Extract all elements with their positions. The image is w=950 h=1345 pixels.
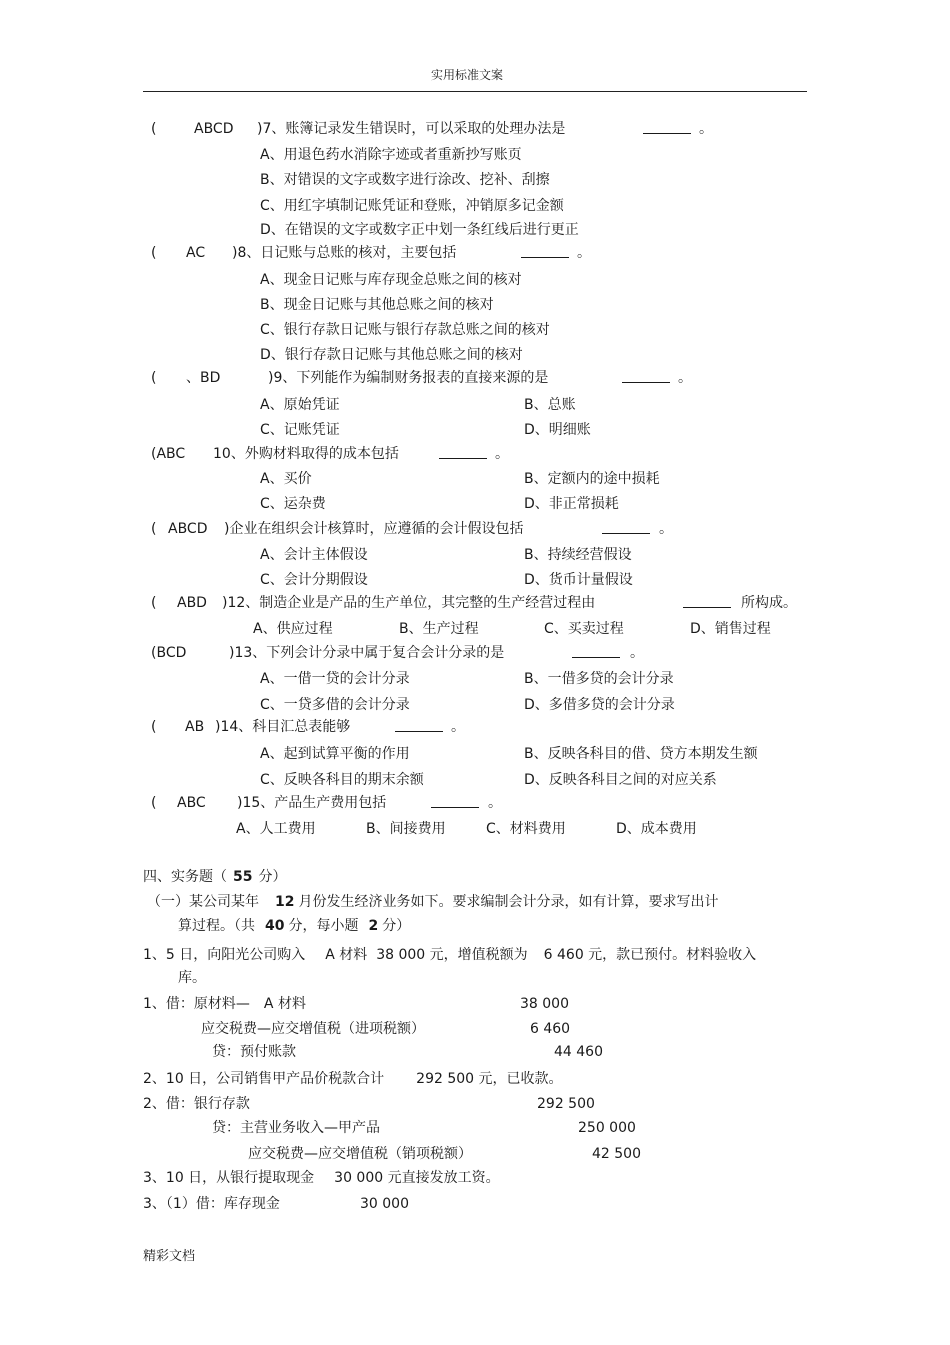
q11-blank bbox=[602, 520, 650, 539]
q14-option-d: D、反映各科目之间的对应关系 bbox=[524, 772, 717, 788]
q15-option-d: D、成本费用 bbox=[616, 821, 697, 837]
q10-stem: 10、外购材料取得的成本包括 bbox=[213, 446, 399, 462]
q7-blank bbox=[643, 120, 691, 139]
q11-option-c: C、会计分期假设 bbox=[260, 572, 368, 588]
q10-option-c: C、运杂费 bbox=[260, 496, 326, 512]
intro-a: （一）某公司某年 bbox=[147, 894, 259, 910]
header-rule bbox=[143, 91, 807, 92]
q15-option-a: A、人工费用 bbox=[236, 821, 316, 837]
q13-option-d: D、多借多贷的会计分录 bbox=[524, 697, 675, 713]
q8-option-a: A、现金日记账与库存现金总账之间的核对 bbox=[260, 272, 522, 288]
intro2-a: 算过程。（共 bbox=[178, 918, 255, 934]
q15-blank bbox=[431, 794, 479, 813]
intro2-total: 40 bbox=[265, 918, 285, 934]
item1-desc-b: A 材料 38 000 元，增值税额为 bbox=[325, 947, 528, 963]
q8-blank bbox=[521, 244, 569, 263]
section4-heading-pre: 四、实务题（ bbox=[143, 869, 227, 885]
q7-answer: ABCD bbox=[194, 121, 234, 137]
q9-answer: 、BD bbox=[186, 370, 221, 386]
q8-option-b: B、现金日记账与其他总账之间的核对 bbox=[260, 297, 494, 313]
q10-option-a: A、买价 bbox=[260, 471, 312, 487]
q14-answer: AB bbox=[185, 719, 205, 735]
q11-option-b: B、持续经营假设 bbox=[524, 547, 632, 563]
item3-desc-b: 30 000 元直接发放工资。 bbox=[334, 1170, 500, 1186]
entry2-line1: 2、借：银行存款 bbox=[143, 1096, 250, 1112]
q9-blank bbox=[622, 369, 670, 388]
q8-answer: AC bbox=[186, 245, 206, 261]
entry3-amount1: 30 000 bbox=[360, 1196, 409, 1212]
entry3-line1: 3、（1）借：库存现金 bbox=[143, 1196, 280, 1212]
q11-answer: ABCD bbox=[168, 521, 208, 537]
q7-option-d: D、在错误的文字或数字正中划一条红线后进行更正 bbox=[260, 222, 579, 238]
item3-desc-a: 3、10 日，从银行提取现金 bbox=[143, 1170, 315, 1186]
q7-option-b: B、对错误的文字或数字进行涂改、挖补、刮擦 bbox=[260, 172, 550, 188]
item3-desc bbox=[143, 1169, 500, 1187]
section4-intro-line2 bbox=[178, 917, 410, 935]
q9-option-d: D、明细账 bbox=[524, 422, 591, 438]
q8-end: 。 bbox=[577, 245, 591, 261]
q14-blank bbox=[395, 718, 443, 737]
q14-stem: )14、科目汇总表能够 bbox=[215, 719, 351, 735]
item2-desc bbox=[143, 1070, 563, 1088]
q15-option-c: C、材料费用 bbox=[486, 821, 566, 837]
q8-option-d: D、银行存款日记账与其他总账之间的核对 bbox=[260, 347, 523, 363]
q13-option-c: C、一贷多借的会计分录 bbox=[260, 697, 410, 713]
entry1-debit: 1、借：原材料— bbox=[143, 996, 250, 1012]
q10-blank bbox=[439, 445, 487, 464]
q11-open: ( bbox=[151, 521, 157, 537]
q11-option-a: A、会计主体假设 bbox=[260, 547, 368, 563]
q15-open: ( bbox=[151, 795, 157, 811]
intro2-c: 分） bbox=[382, 918, 411, 934]
q13-blank bbox=[572, 644, 620, 663]
q13-option-b: B、一借多贷的会计分录 bbox=[524, 671, 674, 687]
entry1-line2: 应交税费—应交增值税（进项税额） bbox=[201, 1021, 425, 1037]
q12-option-a: A、供应过程 bbox=[253, 621, 333, 637]
q14-open: ( bbox=[151, 719, 157, 735]
page-footer-text: 精彩文档 bbox=[143, 1249, 196, 1264]
item2-desc-b: 292 500 元，已收款。 bbox=[416, 1071, 563, 1087]
q15-stem: )15、产品生产费用包括 bbox=[237, 795, 387, 811]
section4-heading-score: 55 bbox=[233, 869, 253, 885]
item1-desc bbox=[143, 946, 756, 964]
q13-open: (BCD bbox=[151, 645, 187, 661]
q15-end: 。 bbox=[488, 795, 502, 811]
q7-open: ( bbox=[151, 121, 157, 137]
entry2-amount2: 250 000 bbox=[578, 1120, 636, 1136]
q12-option-b: B、生产过程 bbox=[399, 621, 479, 637]
section4-intro-line1 bbox=[147, 893, 718, 911]
q9-option-b: B、总账 bbox=[524, 397, 576, 413]
entry2-amount3: 42 500 bbox=[592, 1146, 641, 1162]
q14-end: 。 bbox=[451, 719, 465, 735]
q11-option-d: D、货币计量假设 bbox=[524, 572, 633, 588]
q12-answer: ABD bbox=[177, 595, 207, 611]
item1-desc-a: 1、5 日，向阳光公司购入 bbox=[143, 947, 306, 963]
q10-option-d: D、非正常损耗 bbox=[524, 496, 619, 512]
entry1-debit-sub: A 材料 bbox=[263, 996, 306, 1012]
q13-option-a: A、一借一贷的会计分录 bbox=[260, 671, 410, 687]
q12-option-d: D、销售过程 bbox=[690, 621, 771, 637]
entry2-amount1: 292 500 bbox=[537, 1096, 595, 1112]
intro-month: 12 bbox=[275, 894, 295, 910]
q15-option-b: B、间接费用 bbox=[366, 821, 446, 837]
q14-option-a: A、起到试算平衡的作用 bbox=[260, 746, 410, 762]
q10-end: 。 bbox=[495, 446, 509, 462]
entry1-amount2: 6 460 bbox=[530, 1021, 571, 1037]
q13-end: 。 bbox=[630, 645, 644, 661]
q14-option-b: B、反映各科目的借、贷方本期发生额 bbox=[524, 746, 758, 762]
q8-open: ( bbox=[151, 245, 157, 261]
q7-end: 。 bbox=[699, 121, 713, 137]
q8-option-c: C、银行存款日记账与银行存款总账之间的核对 bbox=[260, 322, 550, 338]
q8-stem: )8、日记账与总账的核对，主要包括 bbox=[232, 245, 457, 261]
entry1-amount3: 44 460 bbox=[554, 1044, 603, 1060]
item1-desc-line2: 库。 bbox=[178, 970, 206, 986]
q12-option-c: C、买卖过程 bbox=[544, 621, 624, 637]
entry1-line3: 贷：预付账款 bbox=[212, 1044, 296, 1060]
q7-stem: )7、账簿记录发生错误时，可以采取的处理办法是 bbox=[257, 121, 566, 137]
q12-end: 所构成。 bbox=[741, 595, 797, 611]
q15-answer: ABC bbox=[177, 795, 206, 811]
q11-stem: )企业在组织会计核算时，应遵循的会计假设包括 bbox=[224, 521, 524, 537]
q9-end: 。 bbox=[678, 370, 692, 386]
item2-desc-a: 2、10 日，公司销售甲产品价税款合计 bbox=[143, 1071, 385, 1087]
q14-option-c: C、反映各科目的期末余额 bbox=[260, 772, 424, 788]
intro2-each: 2 bbox=[368, 918, 379, 934]
intro2-b: 分，每小题 bbox=[288, 918, 359, 934]
item1-desc-c: 6 460 元，款已预付。材料验收入 bbox=[543, 947, 757, 963]
q7-option-c: C、用红字填制记账凭证和登账，冲销原多记金额 bbox=[260, 198, 564, 214]
q10-option-b: B、定额内的途中损耗 bbox=[524, 471, 660, 487]
q9-stem: )9、下列能作为编制财务报表的直接来源的是 bbox=[268, 370, 549, 386]
q12-blank bbox=[683, 594, 731, 613]
section4-heading-post: 分） bbox=[258, 869, 287, 885]
q9-option-c: C、记账凭证 bbox=[260, 422, 340, 438]
q9-option-a: A、原始凭证 bbox=[260, 397, 340, 413]
q12-open: ( bbox=[151, 595, 157, 611]
intro-b: 月份发生经济业务如下。要求编制会计分录，如有计算，要求写出计 bbox=[298, 894, 719, 910]
entry1-amount1: 38 000 bbox=[520, 996, 569, 1012]
q11-end: 。 bbox=[659, 521, 673, 537]
entry2-line3: 应交税费—应交增值税（销项税额） bbox=[248, 1146, 472, 1162]
section4-heading bbox=[143, 868, 286, 886]
entry2-line2: 贷：主营业务收入—甲产品 bbox=[212, 1120, 380, 1136]
q10-open: (ABC bbox=[151, 446, 186, 462]
entry1-line1 bbox=[143, 995, 306, 1013]
q9-open: ( bbox=[151, 370, 157, 386]
q7-option-a: A、用退色药水消除字迹或者重新抄写账页 bbox=[260, 147, 522, 163]
q13-stem: )13、下列会计分录中属于复合会计分录的是 bbox=[229, 645, 505, 661]
page-header-title: 实用标准文案 bbox=[431, 68, 504, 82]
q12-stem: )12、制造企业是产品的生产单位，其完整的生产经营过程由 bbox=[222, 595, 596, 611]
